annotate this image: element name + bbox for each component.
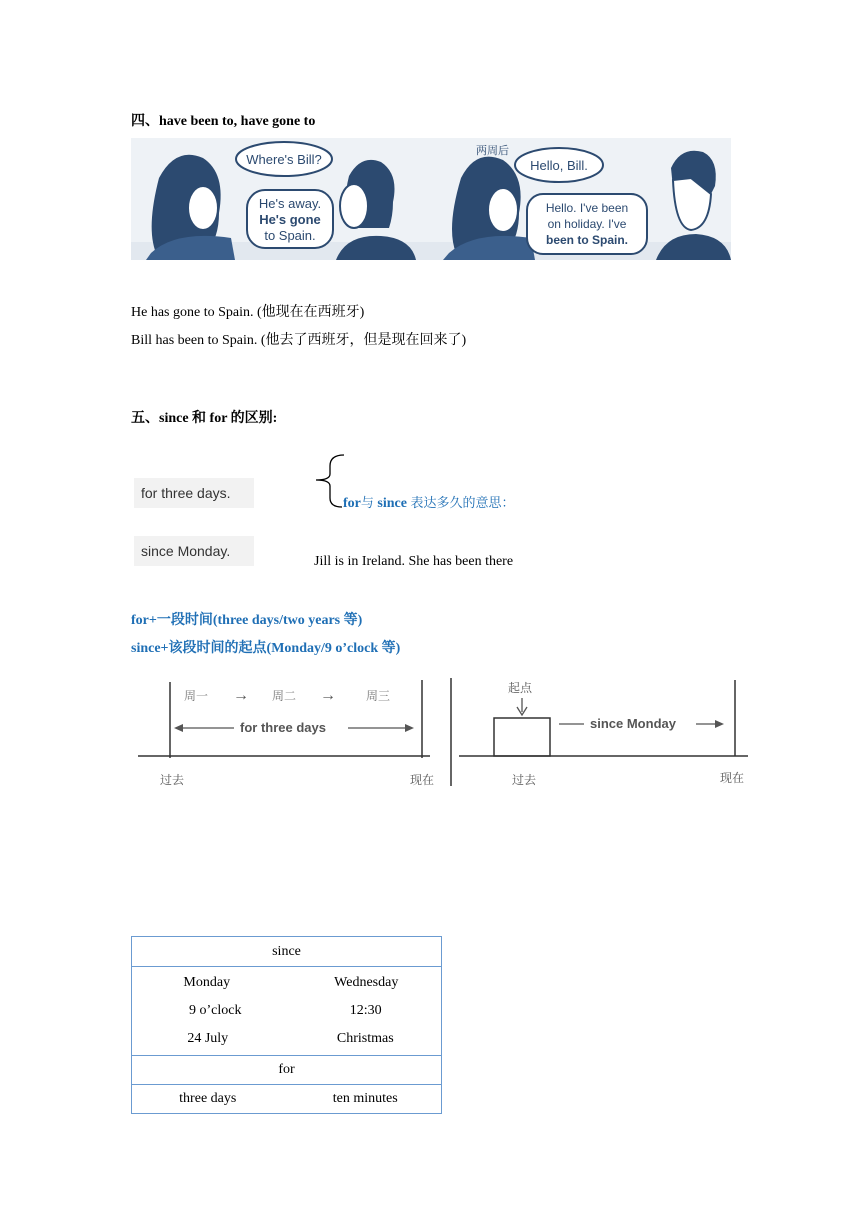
svg-text:Hello, Bill.: Hello, Bill. [530, 158, 588, 173]
timeline-diagram [138, 674, 752, 788]
svg-text:过去: 过去 [160, 773, 185, 787]
for-timeline [138, 680, 434, 787]
rule-since: since+该段时间的起点(Monday/9 o’clock 等) [131, 641, 401, 656]
section4-heading: 四、have been to, have gone to [131, 114, 316, 129]
svg-text:周二: 周二 [272, 689, 297, 703]
table-row: 24 July Christmas [187, 1031, 394, 1046]
table-row: 9 o’clock 12:30 [189, 1003, 382, 1018]
caption-two-weeks: 两周后 [476, 145, 509, 157]
example-gone: He has gone to Spain. (他现在在西班牙) [131, 305, 365, 320]
speech-bubble-where [236, 142, 332, 176]
svg-text:现在: 现在 [410, 773, 435, 787]
brace-note: for与 since 表达多久的意思： [343, 496, 515, 511]
speech-bubble-hello [515, 148, 603, 182]
svg-text:on holiday. I've: on holiday. I've [547, 217, 627, 231]
table-row: Monday Wednesday [183, 975, 399, 990]
image-for-three-days: for three days. [134, 478, 254, 508]
speech-bubble-away [247, 190, 333, 248]
svg-text:been to Spain.: been to Spain. [545, 233, 629, 247]
image-since-monday: since Monday. [134, 536, 254, 566]
svg-text:He's away.: He's away. [258, 196, 322, 211]
since-timeline [459, 680, 748, 787]
svg-text:to Spain.: to Spain. [264, 228, 316, 243]
svg-text:for three days: for three days [240, 720, 326, 735]
svg-text:起点: 起点 [508, 681, 533, 695]
table-since-header: since [132, 937, 442, 967]
bubble-where-text: Where's Bill? [246, 152, 322, 167]
example-been: Bill has been to Spain. (他去了西班牙，但是现在回来了) [131, 333, 467, 348]
svg-text:→: → [233, 687, 249, 704]
svg-text:→: → [320, 687, 336, 704]
svg-text:周一: 周一 [184, 689, 209, 703]
rule-for: for+一段时间(three days/two years 等) [131, 613, 363, 628]
speech-bubble-holiday [527, 194, 647, 254]
since-for-table [131, 936, 442, 1114]
jill-sentence: Jill is in Ireland. She has been there [314, 554, 514, 569]
svg-text:since Monday: since Monday [590, 716, 676, 731]
table-for-header: for [132, 1056, 442, 1085]
section5-heading: 五、since 和 for 的区别: [131, 411, 278, 426]
svg-text:He's gone: He's gone [259, 212, 321, 227]
svg-text:Hello. I've been: Hello. I've been [545, 201, 629, 215]
svg-text:过去: 过去 [512, 773, 537, 787]
svg-text:周三: 周三 [366, 689, 391, 703]
table-row: three days ten minutes [179, 1091, 398, 1106]
svg-text:现在: 现在 [720, 771, 745, 785]
comic-illustration [131, 138, 731, 260]
